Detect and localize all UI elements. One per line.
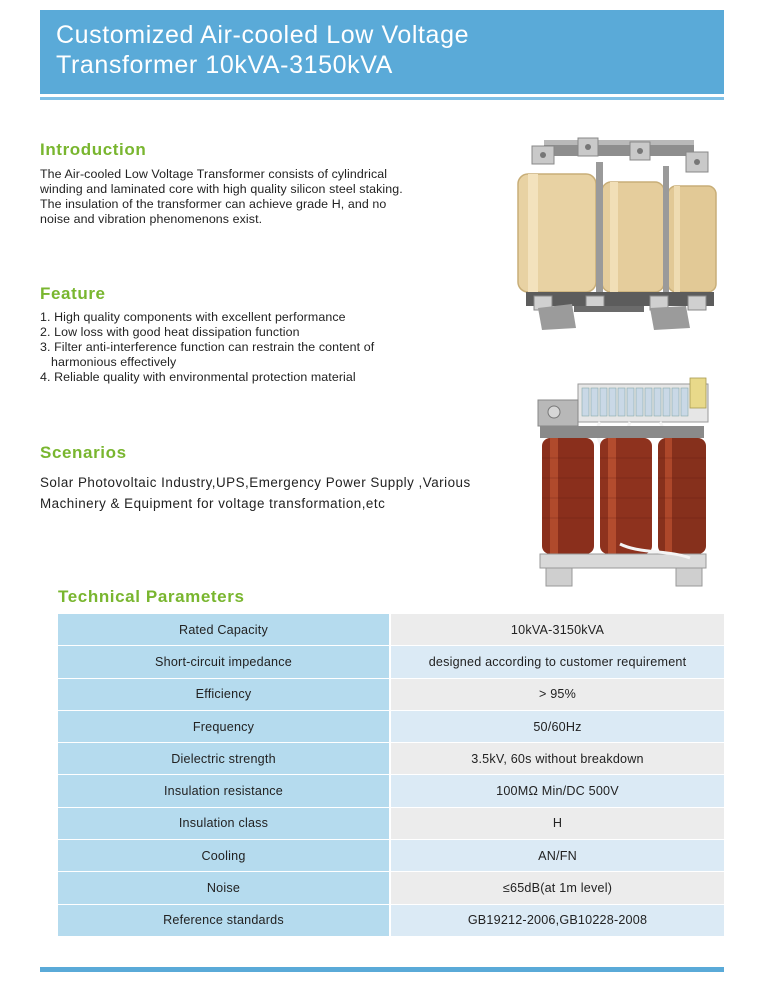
parameter-value: 10kVA-3150kVA xyxy=(391,614,724,646)
page-title xyxy=(56,20,696,80)
list-item xyxy=(40,325,480,340)
table-row xyxy=(58,711,724,743)
table-row xyxy=(58,775,724,807)
list-item-number: 4. xyxy=(40,370,51,384)
list-item-number: 2. xyxy=(40,325,51,339)
table-row xyxy=(58,808,724,840)
parameter-value: > 95% xyxy=(391,679,724,711)
introduction-line: noise and vibration phenomenons exist. xyxy=(40,212,263,226)
list-item-text: High quality components with excellent performance xyxy=(54,310,346,324)
parameter-label: Efficiency xyxy=(58,679,391,711)
parameter-value: ≤65dB(at 1m level) xyxy=(391,872,724,904)
list-item-text: Low loss with good heat dissipation function xyxy=(54,325,300,339)
list-item-text: Reliable quality with environmental protection material xyxy=(54,370,356,384)
parameter-label: Cooling xyxy=(58,840,391,872)
parameter-value: GB19212-2006,GB10228-2008 xyxy=(391,905,724,937)
parameter-value: H xyxy=(391,808,724,840)
table-row xyxy=(58,614,724,646)
scenarios-text xyxy=(40,472,520,514)
parameter-label: Insulation class xyxy=(58,808,391,840)
parameter-value: designed according to customer requirement xyxy=(391,646,724,678)
parameter-label: Insulation resistance xyxy=(58,775,391,807)
table-row xyxy=(58,646,724,678)
transformer-photo-copper xyxy=(530,368,714,594)
page-title-line-2: Transformer 10kVA-3150kVA xyxy=(56,51,393,79)
list-item-text: Filter anti-interference function can restrain the content of xyxy=(54,340,375,354)
transformer-photo-tan xyxy=(510,132,724,332)
technical-parameters-heading: Technical Parameters xyxy=(58,587,245,606)
introduction-line: The Air-cooled Low Voltage Transformer consists of cylindrical xyxy=(40,167,388,181)
table-row xyxy=(58,840,724,872)
footer-divider xyxy=(40,967,724,972)
table-row xyxy=(58,679,724,711)
parameter-label: Dielectric strength xyxy=(58,743,391,775)
parameter-value: 3.5kV, 60s without breakdown xyxy=(391,743,724,775)
introduction-line: The insulation of the transformer can achieve grade H, and no xyxy=(40,197,387,211)
list-item xyxy=(40,340,480,370)
list-item xyxy=(40,310,480,325)
parameter-label: Reference standards xyxy=(58,905,391,937)
parameter-value: 50/60Hz xyxy=(391,711,724,743)
technical-parameters-table xyxy=(58,614,724,937)
header-divider xyxy=(40,97,724,100)
table-row xyxy=(58,743,724,775)
list-item-continuation: harmonious effectively xyxy=(51,355,177,369)
introduction-heading: Introduction xyxy=(40,140,147,159)
scenarios-line: Machinery & Equipment for voltage transformation,etc xyxy=(40,496,386,511)
parameter-label: Short-circuit impedance xyxy=(58,646,391,678)
introduction-line: winding and laminated core with high quality silicon steel staking. xyxy=(40,182,403,196)
parameter-label: Rated Capacity xyxy=(58,614,391,646)
scenarios-heading: Scenarios xyxy=(40,443,127,462)
list-item-number: 3. xyxy=(40,340,51,354)
parameter-label: Noise xyxy=(58,872,391,904)
table-row xyxy=(58,872,724,904)
page-title-line-1: Customized Air-cooled Low Voltage xyxy=(56,21,470,49)
list-item xyxy=(40,370,480,385)
feature-heading: Feature xyxy=(40,284,106,303)
parameter-value: AN/FN xyxy=(391,840,724,872)
scenarios-line: Solar Photovoltaic Industry,UPS,Emergency Power Supply ,Various xyxy=(40,475,471,490)
feature-list xyxy=(40,310,480,385)
list-item-number: 1. xyxy=(40,310,51,324)
parameter-label: Frequency xyxy=(58,711,391,743)
parameter-value: 100MΩ Min/DC 500V xyxy=(391,775,724,807)
table-row xyxy=(58,905,724,937)
introduction-text xyxy=(40,167,480,227)
